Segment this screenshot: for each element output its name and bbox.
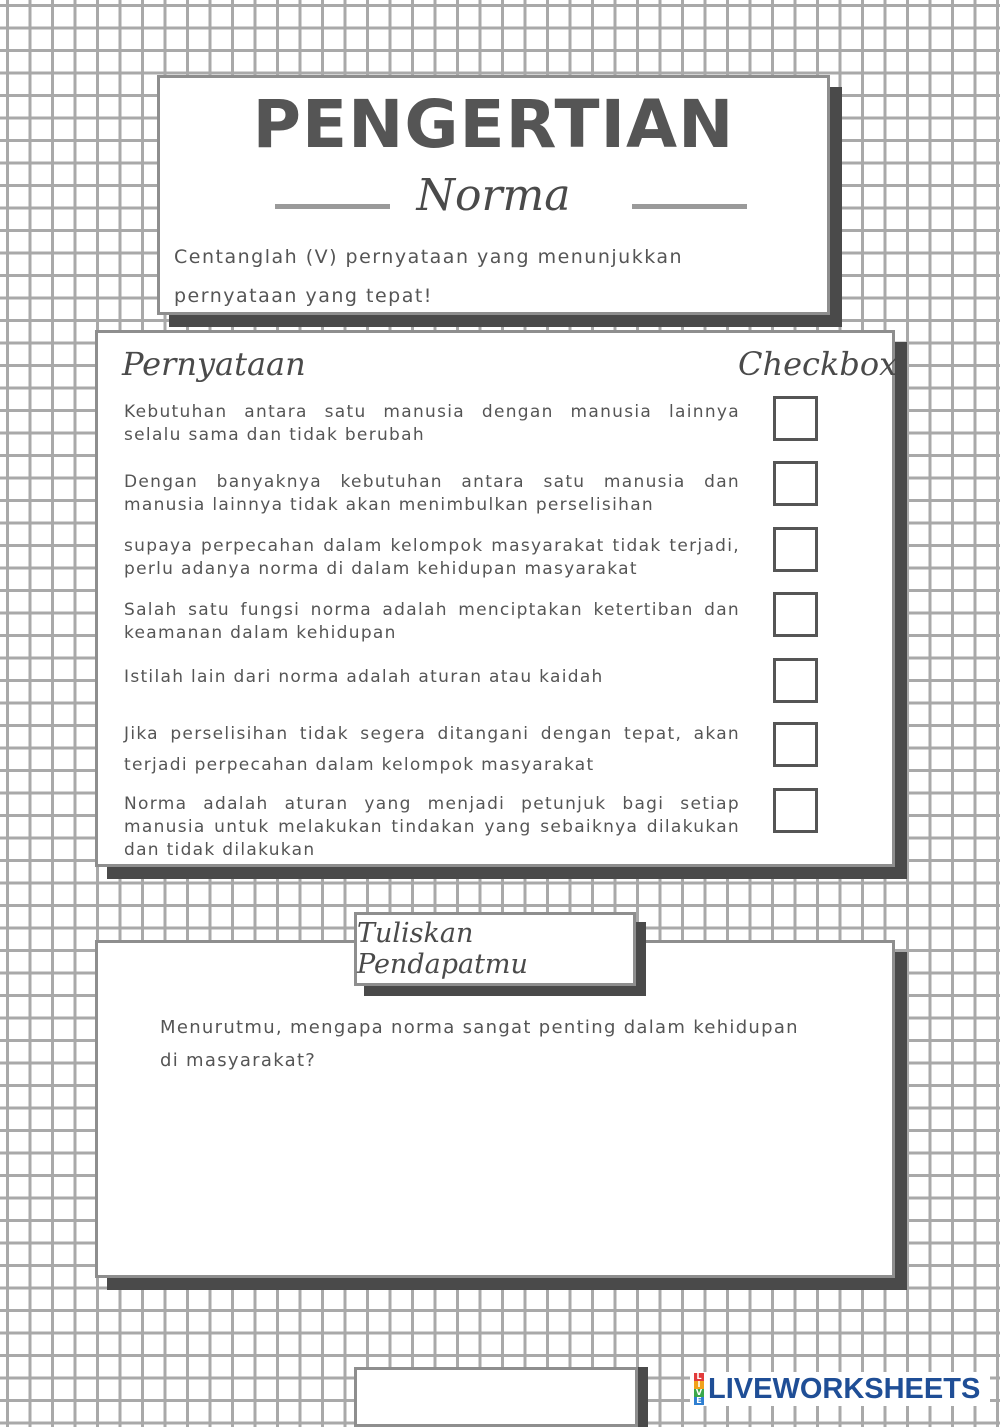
statement-checkbox-4[interactable] xyxy=(773,592,818,637)
statement-checkbox-6[interactable] xyxy=(773,722,818,767)
opinion-answer-area[interactable] xyxy=(158,1083,832,1245)
opinion-label: Tuliskan Pendapatmu xyxy=(357,918,528,980)
statement-row xyxy=(124,719,740,781)
opinion-label-box xyxy=(354,912,636,986)
statement-checkbox-2[interactable] xyxy=(773,461,818,506)
statement-text: Norma adalah aturan yang menjadi petunjuk bagi setiap manusia untuk melakukan tindakan yang sebaiknya dilakukan dan tidak dilakukan xyxy=(124,794,740,860)
statement-row xyxy=(124,666,740,689)
instruction-text: Centanglah (V) pernyataan yang menunjukkan pernyataan yang tepat! xyxy=(174,246,684,307)
statement-checkbox-1[interactable] xyxy=(773,396,818,441)
title-panel xyxy=(157,75,830,315)
column-header-statement: Pernyataan xyxy=(122,345,306,383)
statement-checkbox-7[interactable] xyxy=(773,788,818,833)
liveworksheets-logo-icon: L I V E xyxy=(695,1372,703,1405)
title-divider-right xyxy=(632,204,747,209)
liveworksheets-brand[interactable] xyxy=(690,1372,990,1406)
page-subtitle: Norma xyxy=(416,170,571,221)
statement-row xyxy=(124,401,740,447)
statement-row xyxy=(124,535,740,581)
statement-table xyxy=(95,330,898,867)
column-header-checkbox: Checkbox xyxy=(738,345,898,383)
opinion-question: Menurutmu, mengapa norma sangat penting dalam kehidupan di masyarakat? xyxy=(160,1017,799,1071)
statement-row xyxy=(124,793,740,862)
statement-checkbox-3[interactable] xyxy=(773,527,818,572)
statement-text: Salah satu fungsi norma adalah menciptakan ketertiban dan keamanan dalam kehidupan xyxy=(124,600,740,643)
statement-text: Kebutuhan antara satu manusia dengan manusia lainnya selalu sama dan tidak berubah xyxy=(124,402,740,445)
statement-text: supaya perpecahan dalam kelompok masyarakat tidak terjadi, perlu adanya norma di dalam kehidupan masyarakat xyxy=(124,536,740,579)
statement-text: Istilah lain dari norma adalah aturan atau kaidah xyxy=(124,667,604,687)
statement-checkbox-5[interactable] xyxy=(773,658,818,703)
statement-row xyxy=(124,599,740,645)
brand-name: LIVEWORKSHEETS xyxy=(708,1372,981,1405)
bottom-panel-stub xyxy=(354,1367,638,1427)
statement-row xyxy=(124,471,740,517)
statement-text: Jika perselisihan tidak segera ditangani dengan tepat, akan terjadi perpecahan dalam kelompok masyarakat xyxy=(124,724,740,775)
page-title: PENGERTIAN xyxy=(252,86,735,163)
statement-text: Dengan banyaknya kebutuhan antara satu manusia dan manusia lainnya tidak akan menimbulkan perselisihan xyxy=(124,472,740,515)
opinion-panel xyxy=(95,940,895,1278)
